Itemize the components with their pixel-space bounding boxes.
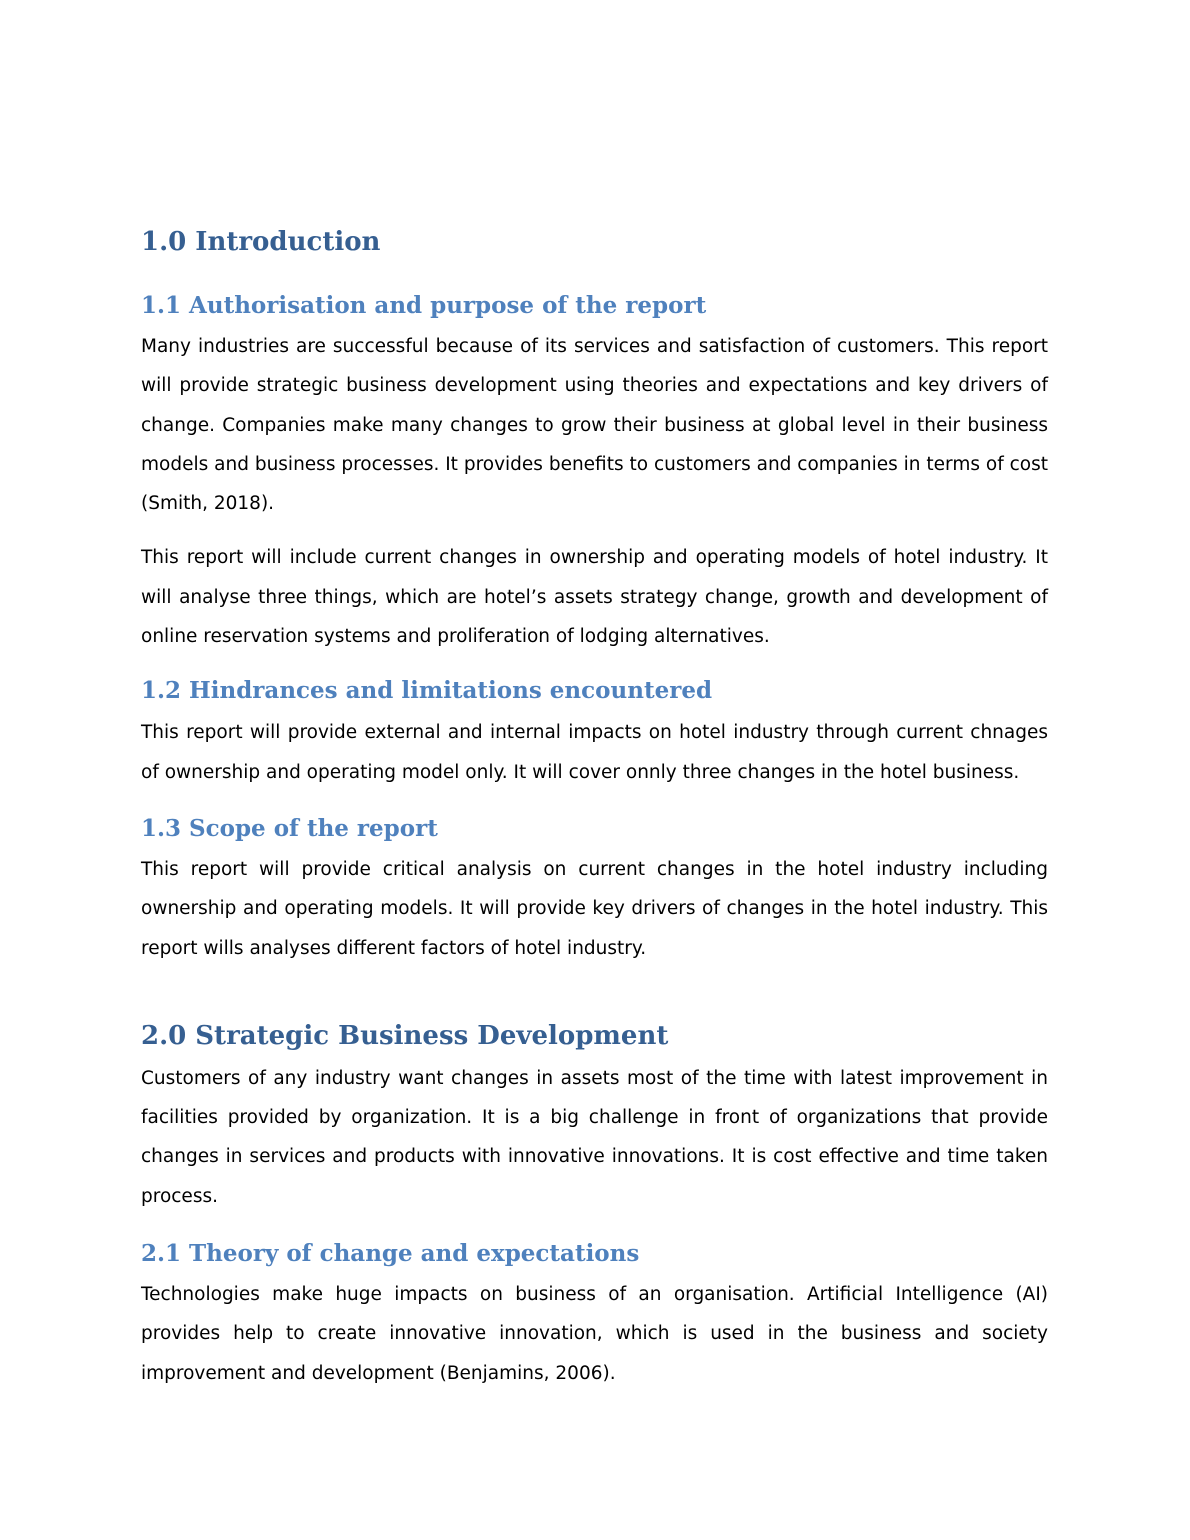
heading-strategic-business-development: 2.0 Strategic Business Development bbox=[141, 1020, 669, 1051]
paragraph-authorisation-2: This report will include current changes in ownership and operating models of hotel industry. It will analyse three things, which are hotel’s assets strategy change, growth and development of online reservation systems and proliferation of lodging alternatives. bbox=[141, 547, 1048, 648]
heading-introduction: 1.0 Introduction bbox=[141, 227, 381, 257]
heading-scope: 1.3 Scope of the report bbox=[141, 814, 438, 842]
heading-theory-of-change: 2.1 Theory of change and expectations bbox=[141, 1240, 640, 1268]
paragraph-hindrances: This report will provide external and internal impacts on hotel industry through current chnages of ownership and operating model only. It will cover onnly three changes in the hotel business. bbox=[141, 722, 1048, 783]
document-body bbox=[141, 222, 1048, 1393]
paragraph-scope: This report will provide critical analysis on current changes in the hotel industry including ownership and operating models. It will provide key drivers of changes in the hotel industry. This report wills analyses different factors of hotel industry. bbox=[141, 858, 1048, 959]
paragraph-strategic-business-development: Customers of any industry want changes in assets most of the time with latest improvement in facilities provided by organization. It is a big challenge in front of organizations that provide changes in services and products with innovative innovations. It is cost effective and time taken process. bbox=[141, 1067, 1048, 1207]
heading-hindrances-limitations: 1.2 Hindrances and limitations encountered bbox=[141, 677, 713, 705]
heading-authorisation-purpose: 1.1 Authorisation and purpose of the report bbox=[141, 292, 707, 319]
paragraph-theory-of-change: Technologies make huge impacts on business of an organisation. Artificial Intelligence (AI) provides help to create innovative innovation, which is used in the business and society improvement and development (Benjamins, 2006). bbox=[141, 1284, 1048, 1384]
paragraph-authorisation-1: Many industries are successful because of its services and satisfaction of customers. This report will provide strategic business development using theories and expectations and key drivers of change. Companies make many changes to grow their business at global level in their business models and business processes. It provides benefits to customers and companies in terms of cost (Smith, 2018). bbox=[141, 336, 1048, 515]
